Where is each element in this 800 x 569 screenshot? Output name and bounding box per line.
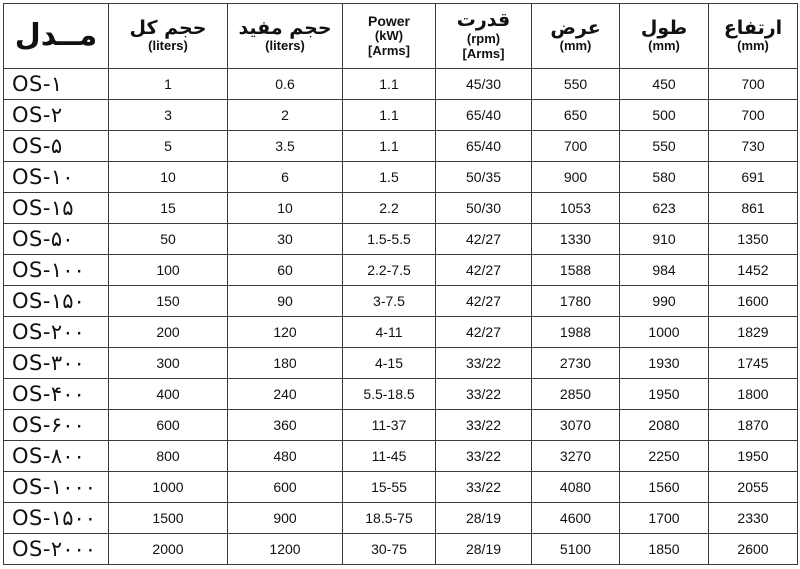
cell-model: OS-۱۵۰۰ <box>4 503 109 534</box>
cell-width: 1988 <box>532 317 620 348</box>
cell-power: 1.5 <box>343 162 436 193</box>
cell-model: OS-۴۰۰ <box>4 379 109 410</box>
cell-rpm: 65/40 <box>436 100 532 131</box>
table-row <box>4 193 798 224</box>
cell-useful-volume: 480 <box>228 441 343 472</box>
cell-width: 700 <box>532 131 620 162</box>
cell-rpm: 50/30 <box>436 193 532 224</box>
cell-rpm: 28/19 <box>436 503 532 534</box>
cell-power: 30-75 <box>343 534 436 565</box>
cell-total-volume: 400 <box>109 379 228 410</box>
cell-length: 1000 <box>620 317 709 348</box>
cell-length: 1930 <box>620 348 709 379</box>
cell-rpm: 42/27 <box>436 317 532 348</box>
cell-width: 1330 <box>532 224 620 255</box>
header-length-unit: (mm) <box>648 38 680 54</box>
cell-width: 900 <box>532 162 620 193</box>
cell-length: 990 <box>620 286 709 317</box>
cell-height: 700 <box>709 100 798 131</box>
cell-power: 4-15 <box>343 348 436 379</box>
cell-height: 2055 <box>709 472 798 503</box>
cell-height: 730 <box>709 131 798 162</box>
header-height-unit: (mm) <box>737 38 769 54</box>
cell-useful-volume: 60 <box>228 255 343 286</box>
cell-width: 3270 <box>532 441 620 472</box>
cell-length: 1700 <box>620 503 709 534</box>
header-power-unit: (kW) [Arms] <box>368 28 410 59</box>
cell-useful-volume: 90 <box>228 286 343 317</box>
cell-height: 1800 <box>709 379 798 410</box>
cell-width: 550 <box>532 69 620 100</box>
table-row <box>4 534 798 565</box>
header-row <box>4 4 798 69</box>
cell-total-volume: 5 <box>109 131 228 162</box>
cell-power: 18.5-75 <box>343 503 436 534</box>
cell-useful-volume: 900 <box>228 503 343 534</box>
cell-useful-volume: 1200 <box>228 534 343 565</box>
table-row <box>4 286 798 317</box>
table-row <box>4 162 798 193</box>
cell-total-volume: 10 <box>109 162 228 193</box>
cell-height: 861 <box>709 193 798 224</box>
table-row <box>4 472 798 503</box>
cell-rpm: 42/27 <box>436 286 532 317</box>
cell-rpm: 50/35 <box>436 162 532 193</box>
cell-total-volume: 15 <box>109 193 228 224</box>
cell-width: 650 <box>532 100 620 131</box>
cell-width: 1588 <box>532 255 620 286</box>
cell-rpm: 42/27 <box>436 255 532 286</box>
header-width-label: عرض <box>550 16 601 39</box>
cell-useful-volume: 360 <box>228 410 343 441</box>
header-power-label: Power <box>367 13 410 30</box>
cell-height: 691 <box>709 162 798 193</box>
cell-useful-volume: 240 <box>228 379 343 410</box>
cell-power: 11-45 <box>343 441 436 472</box>
table-row <box>4 131 798 162</box>
header-speed-label: قدرت <box>456 9 511 32</box>
header-total-volume-unit: (liters) <box>148 38 188 54</box>
header-width-unit: (mm) <box>559 38 592 54</box>
header-useful-volume <box>228 4 343 69</box>
cell-useful-volume: 30 <box>228 224 343 255</box>
cell-rpm: 33/22 <box>436 379 532 410</box>
table-row <box>4 69 798 100</box>
header-model-label: مــدل <box>14 17 98 53</box>
cell-width: 3070 <box>532 410 620 441</box>
cell-total-volume: 3 <box>109 100 228 131</box>
cell-power: 4-11 <box>343 317 436 348</box>
cell-total-volume: 1500 <box>109 503 228 534</box>
cell-total-volume: 150 <box>109 286 228 317</box>
table-row <box>4 100 798 131</box>
cell-total-volume: 200 <box>109 317 228 348</box>
cell-model: OS-۱۵۰ <box>4 286 109 317</box>
cell-length: 623 <box>620 193 709 224</box>
cell-length: 1560 <box>620 472 709 503</box>
cell-power: 1.1 <box>343 69 436 100</box>
header-useful-volume-label: حجم مفید <box>238 16 332 39</box>
header-width <box>532 4 620 69</box>
cell-total-volume: 2000 <box>109 534 228 565</box>
cell-length: 450 <box>620 69 709 100</box>
cell-model: OS-۲۰۰ <box>4 317 109 348</box>
cell-total-volume: 300 <box>109 348 228 379</box>
cell-height: 1829 <box>709 317 798 348</box>
table-row <box>4 255 798 286</box>
cell-model: OS-۱ <box>4 69 109 100</box>
cell-rpm: 33/22 <box>436 441 532 472</box>
header-model <box>4 4 109 69</box>
cell-model: OS-۵ <box>4 131 109 162</box>
cell-width: 2850 <box>532 379 620 410</box>
table-row <box>4 503 798 534</box>
specification-table <box>3 3 798 565</box>
cell-useful-volume: 180 <box>228 348 343 379</box>
cell-length: 550 <box>620 131 709 162</box>
cell-length: 500 <box>620 100 709 131</box>
header-length-label: طول <box>640 16 688 39</box>
cell-width: 4600 <box>532 503 620 534</box>
cell-model: OS-۱۰ <box>4 162 109 193</box>
cell-width: 5100 <box>532 534 620 565</box>
cell-rpm: 33/22 <box>436 348 532 379</box>
cell-model: OS-۲۰۰۰ <box>4 534 109 565</box>
cell-total-volume: 600 <box>109 410 228 441</box>
cell-rpm: 33/22 <box>436 472 532 503</box>
table-row <box>4 379 798 410</box>
cell-useful-volume: 600 <box>228 472 343 503</box>
header-height <box>709 4 798 69</box>
cell-total-volume: 1000 <box>109 472 228 503</box>
cell-total-volume: 1 <box>109 69 228 100</box>
table-row <box>4 410 798 441</box>
cell-length: 2250 <box>620 441 709 472</box>
cell-width: 1053 <box>532 193 620 224</box>
cell-rpm: 28/19 <box>436 534 532 565</box>
cell-model: OS-۲ <box>4 100 109 131</box>
cell-height: 700 <box>709 69 798 100</box>
cell-total-volume: 100 <box>109 255 228 286</box>
cell-rpm: 65/40 <box>436 131 532 162</box>
header-useful-volume-unit: (liters) <box>265 38 305 54</box>
cell-length: 1950 <box>620 379 709 410</box>
cell-useful-volume: 2 <box>228 100 343 131</box>
table-row <box>4 441 798 472</box>
cell-power: 2.2 <box>343 193 436 224</box>
cell-width: 2730 <box>532 348 620 379</box>
cell-power: 1.1 <box>343 131 436 162</box>
header-speed-unit: (rpm) [Arms] <box>462 30 505 61</box>
cell-model: OS-۶۰۰ <box>4 410 109 441</box>
cell-useful-volume: 6 <box>228 162 343 193</box>
cell-height: 1950 <box>709 441 798 472</box>
cell-height: 1350 <box>709 224 798 255</box>
cell-power: 1.1 <box>343 100 436 131</box>
header-height-label: ارتفاع <box>723 16 783 39</box>
table-row <box>4 317 798 348</box>
header-total-volume <box>109 4 228 69</box>
cell-rpm: 33/22 <box>436 410 532 441</box>
cell-width: 4080 <box>532 472 620 503</box>
cell-power: 2.2-7.5 <box>343 255 436 286</box>
table-row <box>4 348 798 379</box>
cell-model: OS-۵۰ <box>4 224 109 255</box>
cell-model: OS-۱۰۰۰ <box>4 472 109 503</box>
cell-power: 1.5-5.5 <box>343 224 436 255</box>
cell-power: 5.5-18.5 <box>343 379 436 410</box>
cell-rpm: 42/27 <box>436 224 532 255</box>
cell-length: 910 <box>620 224 709 255</box>
header-power <box>343 4 436 69</box>
cell-length: 1850 <box>620 534 709 565</box>
cell-power: 15-55 <box>343 472 436 503</box>
cell-model: OS-۳۰۰ <box>4 348 109 379</box>
cell-height: 1600 <box>709 286 798 317</box>
cell-model: OS-۱۰۰ <box>4 255 109 286</box>
cell-total-volume: 800 <box>109 441 228 472</box>
table-row <box>4 224 798 255</box>
cell-power: 3-7.5 <box>343 286 436 317</box>
cell-total-volume: 50 <box>109 224 228 255</box>
cell-length: 580 <box>620 162 709 193</box>
cell-useful-volume: 120 <box>228 317 343 348</box>
cell-width: 1780 <box>532 286 620 317</box>
cell-length: 984 <box>620 255 709 286</box>
header-total-volume-label: حجم کل <box>129 16 207 39</box>
cell-height: 1745 <box>709 348 798 379</box>
header-length <box>620 4 709 69</box>
cell-height: 2600 <box>709 534 798 565</box>
cell-useful-volume: 10 <box>228 193 343 224</box>
cell-useful-volume: 0.6 <box>228 69 343 100</box>
cell-height: 2330 <box>709 503 798 534</box>
cell-height: 1870 <box>709 410 798 441</box>
cell-length: 2080 <box>620 410 709 441</box>
cell-height: 1452 <box>709 255 798 286</box>
cell-useful-volume: 3.5 <box>228 131 343 162</box>
header-speed <box>436 4 532 69</box>
cell-model: OS-۱۵ <box>4 193 109 224</box>
cell-rpm: 45/30 <box>436 69 532 100</box>
cell-model: OS-۸۰۰ <box>4 441 109 472</box>
cell-power: 11-37 <box>343 410 436 441</box>
